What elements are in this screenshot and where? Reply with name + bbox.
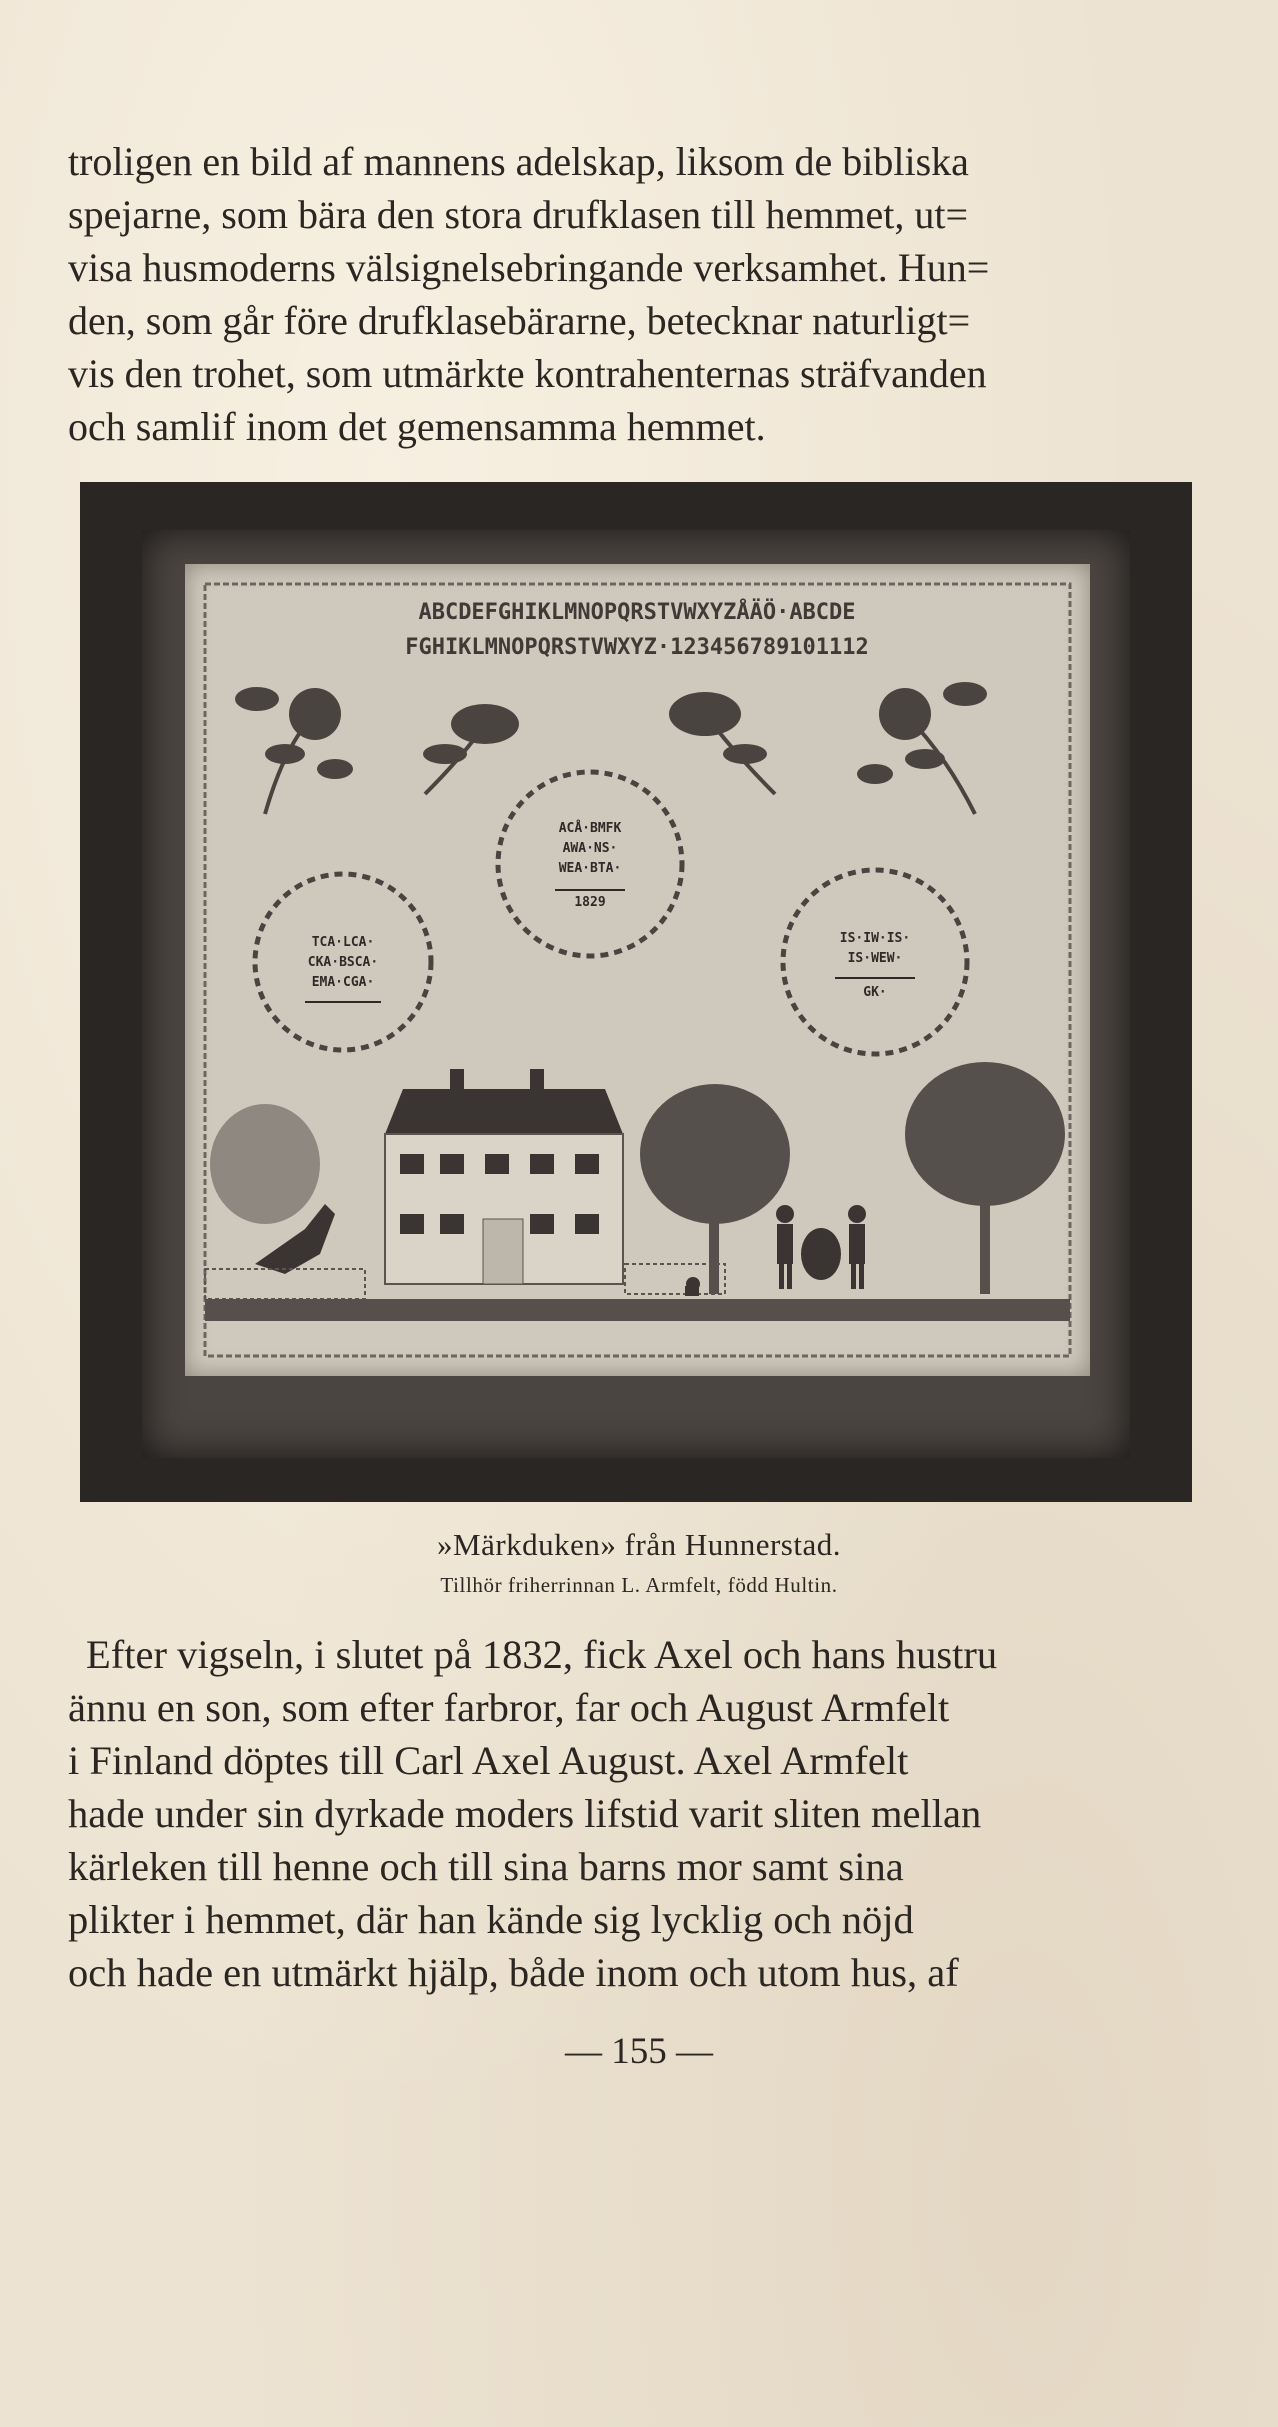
center-wreath-line3: WEA·BTA· <box>558 861 622 876</box>
left-wreath-line3: EMA·CGA· <box>311 975 375 990</box>
picture-frame <box>142 530 1130 1458</box>
sampler-house <box>385 1069 623 1284</box>
center-wreath-line2: AWA·NS· <box>562 841 618 856</box>
text-line: kärleken till henne och till sina barns mor samt sina <box>68 1844 904 1889</box>
figure-caption-credit: Tillhör friherrinnan L. Armfelt, född Hultin. <box>440 1573 838 1597</box>
text-line: visa husmoderns välsignelsebringande verksamhet. Hun= <box>68 245 990 290</box>
text-line: spejarne, som bära den stora drufklasen till hemmet, ut= <box>68 192 969 237</box>
text-line: Efter vigseln, i slutet på 1832, fick Axel och hans hustru <box>86 1632 998 1677</box>
left-wreath-line1: TCA·LCA· <box>311 935 375 950</box>
paragraph-top <box>68 135 1203 453</box>
embroidered-sampler <box>185 564 1090 1376</box>
sampler-photograph <box>80 482 1192 1502</box>
text-line: och hade en utmärkt hjälp, både inom och utom hus, af <box>68 1950 959 1995</box>
text-line: ännu en son, som efter farbror, far och August Armfelt <box>68 1685 950 1730</box>
top-flower-motifs <box>235 682 987 814</box>
text-line: vis den trohet, som utmärkte kontrahenternas sträfvanden <box>68 351 987 396</box>
right-wreath-line1: IS·IW·IS· <box>839 931 911 946</box>
figure-caption-title: »Märkduken» från Hunnerstad. <box>437 1527 841 1562</box>
text-line: hade under sin dyrkade moders lifstid varit sliten mellan <box>68 1791 982 1836</box>
text-line: den, som går före drufklasebärarne, betecknar naturligt= <box>68 298 971 343</box>
right-wreath-line2: IS·WEW· <box>847 951 903 966</box>
center-wreath-line1: ACÅ·BMFK <box>558 821 622 836</box>
sampler-alphabet-row2: FGHIKLMNOPQRSTVWXYZ·123456789101112 <box>405 635 869 660</box>
paragraph-bottom <box>68 1628 1208 1999</box>
text-line: plikter i hemmet, där han kände sig lycklig och nöjd <box>68 1897 914 1942</box>
text-line: i Finland döptes till Carl Axel August. Axel Armfelt <box>68 1738 909 1783</box>
sampler-alphabet-row1: ABCDEFGHIKLMNOPQRSTVWXYZÅÄÖ·ABCDE <box>418 600 856 625</box>
left-wreath-line2: CKA·BSCA· <box>307 955 379 970</box>
center-wreath-year: 1829 <box>574 895 606 910</box>
right-wreath-line3: GK· <box>863 985 887 1000</box>
page-number: — 155 — <box>565 2031 713 2072</box>
text-line: och samlif inom det gemensamma hemmet. <box>68 404 766 449</box>
text-line: troligen en bild af mannens adelskap, liksom de bibliska <box>68 139 969 184</box>
